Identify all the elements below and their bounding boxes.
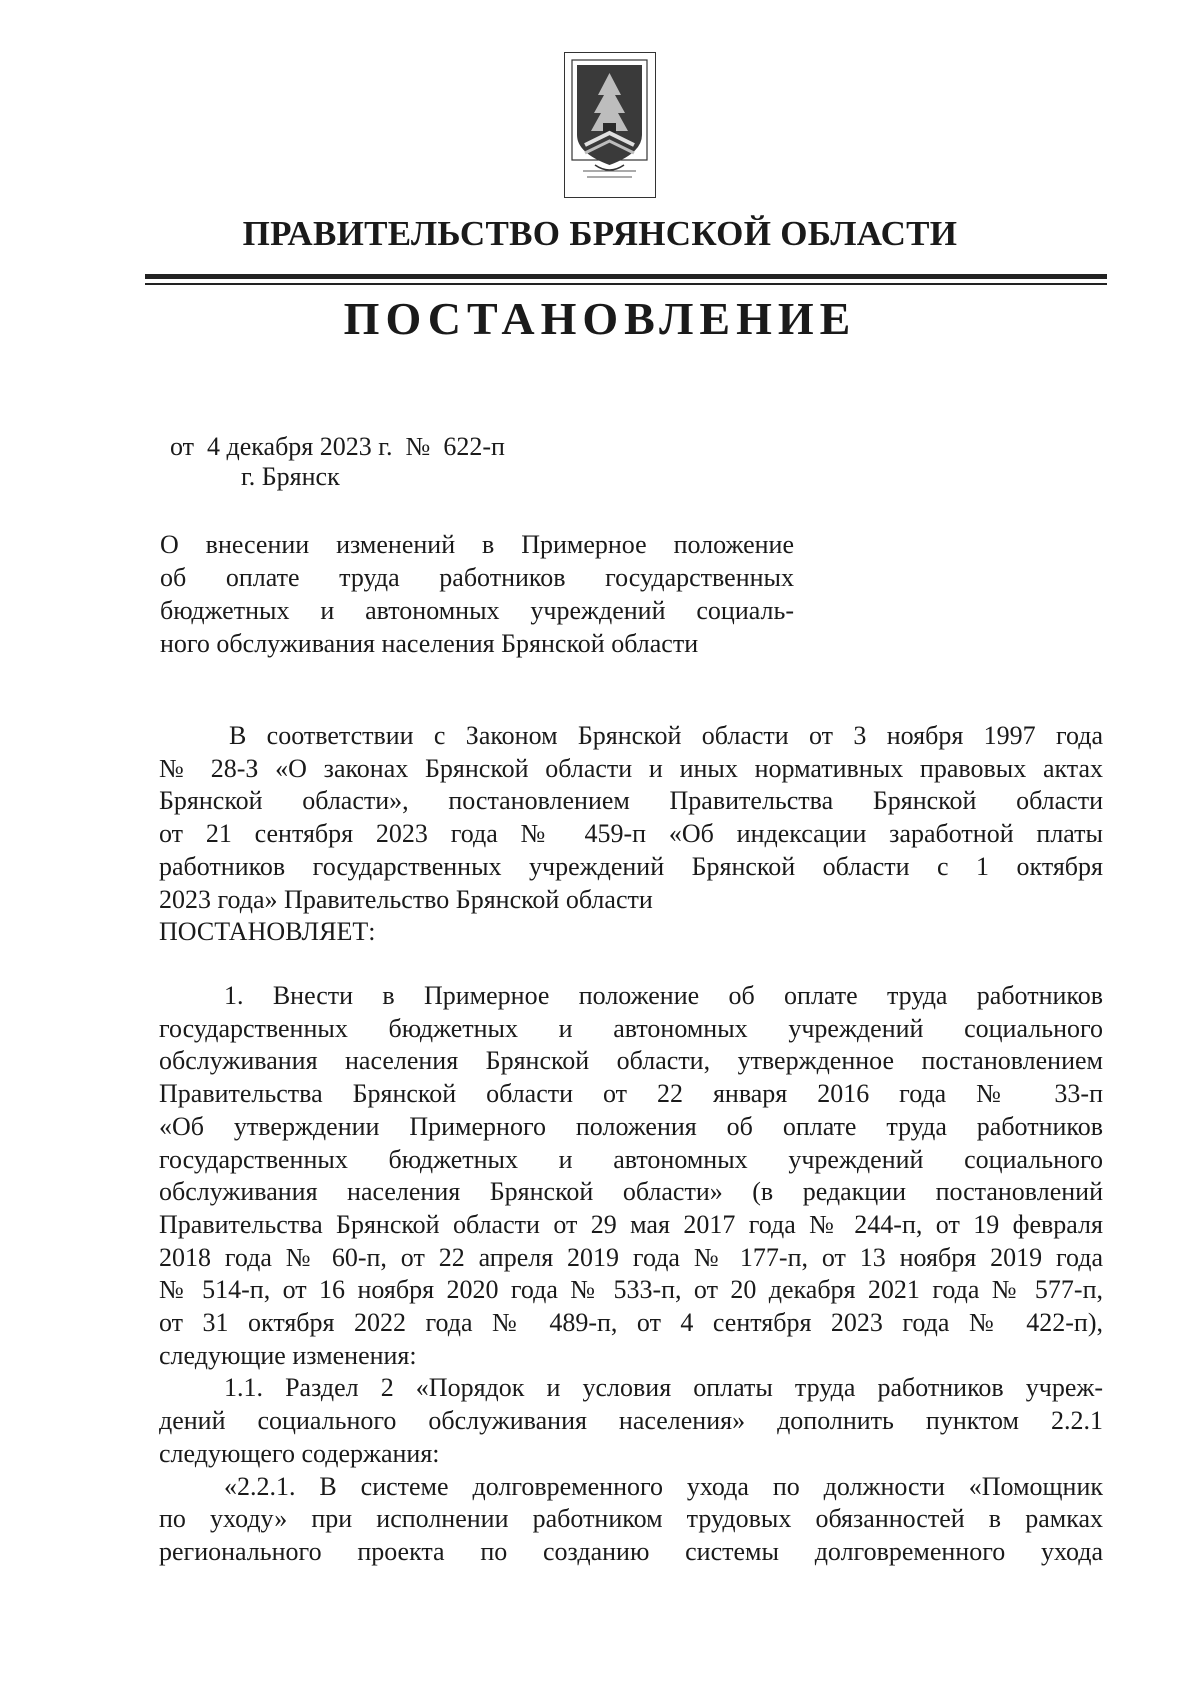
coat-of-arms-icon <box>564 52 656 198</box>
preamble-line: от 21 сентября 2023 года № 459-п «Об индексации заработной платы <box>159 819 1103 849</box>
number-sign: № <box>405 432 431 461</box>
body-line: от 31 октября 2022 года № 489-п, от 4 сентября 2023 года № 422-п), <box>159 1308 1103 1338</box>
body-line: «2.2.1. В системе долговременного ухода по должности «Помощник <box>224 1471 1103 1501</box>
preamble-line: Брянской области», постановлением Правительства Брянской области <box>159 786 1103 816</box>
document-date: 4 декабря 2023 г. <box>207 432 393 461</box>
resolution-body <box>159 980 1103 1569</box>
body-line: по уходу» при исполнении работником трудовых обязанностей в рамках <box>159 1504 1103 1534</box>
header-divider-thick <box>145 274 1107 279</box>
body-line: 2018 года № 60-п, от 22 апреля 2019 года № 177-п, от 13 ноября 2019 года <box>159 1242 1103 1272</box>
body-line: обслуживания населения Брянской области» (в редакции постановлений <box>159 1177 1103 1207</box>
subject-line: об оплате труда работников государственных <box>160 563 794 592</box>
header-divider-thin <box>145 283 1107 285</box>
subject-line: ного обслуживания населения Брянской области <box>160 629 699 658</box>
body-line: государственных бюджетных и автономных учреждений социального <box>159 1144 1103 1174</box>
body-line: 1. Внести в Примерное положение об оплате труда работников <box>224 981 1103 1010</box>
preamble-line: работников государственных учреждений Брянской области с 1 октября <box>159 851 1103 881</box>
subject-line: О внесении изменений в Примерное положение <box>160 530 794 559</box>
preamble-paragraph <box>159 720 1103 949</box>
preamble-line: 2023 года» Правительство Брянской области <box>159 884 653 914</box>
date-line <box>170 432 505 462</box>
subject-line: бюджетных и автономных учреждений социаль- <box>160 596 794 625</box>
body-line: государственных бюджетных и автономных учреждений социального <box>159 1013 1103 1043</box>
document-type-title: ПОСТАНОВЛЕНИЕ <box>343 293 857 344</box>
resolution-keyword: ПОСТАНОВЛЯЕТ: <box>159 917 376 947</box>
body-line: Правительства Брянской области от 22 января 2016 года № 33-п <box>159 1079 1103 1109</box>
body-line: Правительства Брянской области от 29 мая 2017 года № 244-п, от 19 февраля <box>159 1209 1103 1239</box>
preamble-line: № 28-З «О законах Брянской области и иных нормативных правовых актах <box>159 753 1103 783</box>
body-line: регионального проекта по созданию системы долговременного ухода <box>159 1536 1103 1566</box>
date-prefix: от <box>170 432 195 461</box>
body-line: № 514-п, от 16 ноября 2020 года № 533-п, от 20 декабря 2021 года № 577-п, <box>159 1275 1103 1305</box>
preamble-line: В соответствии с Законом Брянской области от 3 ноября 1997 года <box>229 721 1103 750</box>
body-line: 1.1. Раздел 2 «Порядок и условия оплаты труда работников учреж- <box>224 1373 1103 1403</box>
body-line: «Об утверждении Примерного положения об оплате труда работников <box>159 1111 1103 1141</box>
document-number: 622-п <box>443 432 505 461</box>
body-line: следующие изменения: <box>159 1340 417 1370</box>
document-city: г. Брянск <box>241 462 340 491</box>
body-line: следующего содержания: <box>159 1438 440 1468</box>
document-subject <box>160 528 794 660</box>
organization-title: ПРАВИТЕЛЬСТВО БРЯНСКОЙ ОБЛАСТИ <box>242 214 958 253</box>
body-line: обслуживания населения Брянской области, утвержденное постановлением <box>159 1046 1103 1076</box>
body-line: дений социального обслуживания населения» дополнить пунктом 2.2.1 <box>159 1406 1103 1436</box>
